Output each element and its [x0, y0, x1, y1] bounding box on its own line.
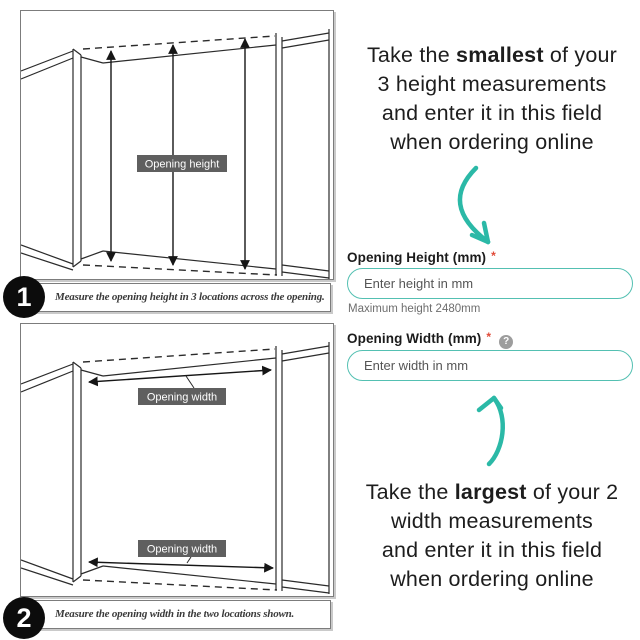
opening-height-label: Opening Height (mm) * [347, 249, 496, 265]
curved-arrow-down-icon [436, 164, 506, 257]
max-height-note: Maximum height 2480mm [348, 303, 481, 315]
figure-caption: Measure the opening width in the two locations shown. [30, 600, 331, 629]
curved-arrow-up-icon [455, 390, 525, 475]
instruction-top: Take the smallest of your 3 height measurements and enter it in this field when ordering online [366, 43, 618, 154]
measure-label: Opening height [144, 158, 220, 171]
help-icon[interactable]: ? [499, 335, 513, 349]
opening-width-input[interactable] [347, 350, 633, 381]
width-measure-figure [20, 323, 334, 597]
step-2-badge: 2 [3, 597, 45, 639]
measure-label: Opening width [146, 543, 218, 556]
required-asterisk: * [486, 330, 492, 344]
height-diagram [21, 11, 333, 279]
opening-height-input[interactable] [347, 268, 633, 299]
width-diagram [21, 324, 333, 596]
measure-label: Opening width [146, 391, 218, 404]
required-asterisk: * [491, 249, 496, 263]
opening-width-label: Opening Width (mm) * ? [347, 331, 513, 348]
height-measure-arrows [111, 39, 245, 269]
step-1-badge: 1 [3, 276, 45, 318]
height-measure-figure [20, 10, 334, 280]
instruction-bottom: Take the largest of your 2 width measurements and enter it in this field when ordering online [365, 480, 619, 591]
figure-caption: Measure the opening height in 3 locations across the opening. [30, 283, 331, 312]
